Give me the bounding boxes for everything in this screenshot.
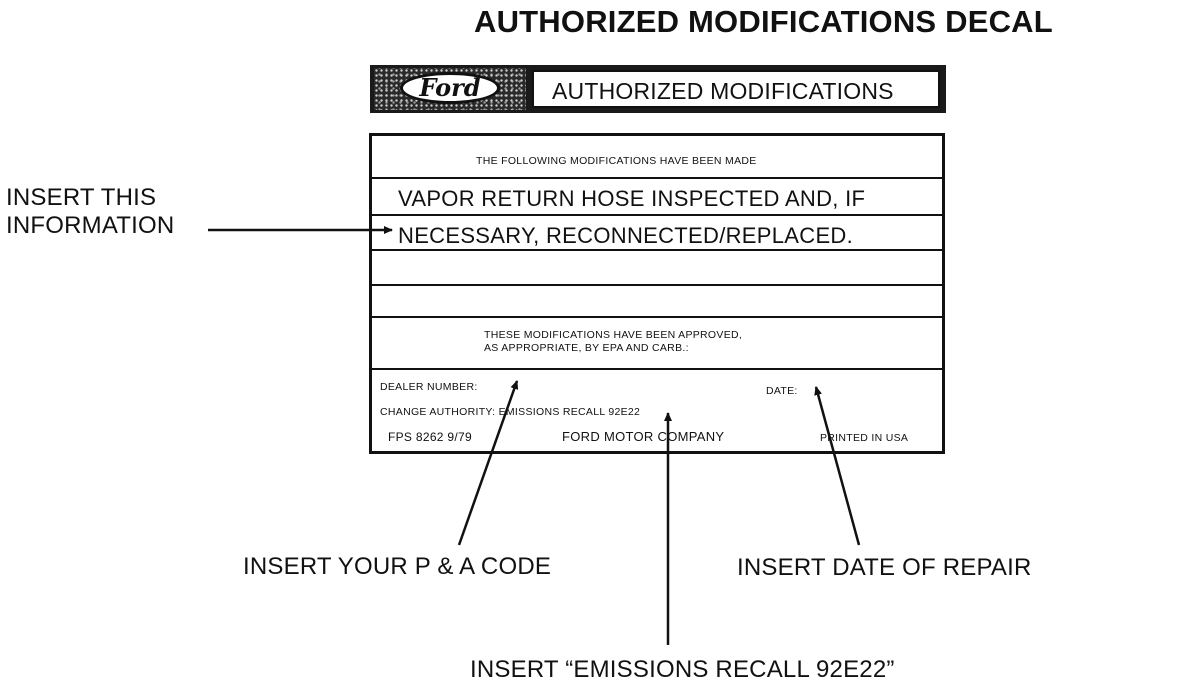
arrow-date-of-repair — [816, 387, 859, 545]
callout-insert-information-line-2: INFORMATION — [6, 212, 175, 239]
callout-insert-information-line-1: INSERT THIS — [6, 184, 157, 211]
page-title: AUTHORIZED MODIFICATIONS DECAL — [474, 4, 1053, 39]
callout-recall: INSERT “EMISSIONS RECALL 92E22” — [470, 656, 895, 683]
modifications-intro: THE FOLLOWING MODIFICATIONS HAVE BEEN MADE — [476, 155, 757, 167]
header-label: AUTHORIZED MODIFICATIONS — [552, 78, 894, 104]
form-number: FPS 8262 9/79 — [388, 430, 472, 444]
ford-logo: Ford — [400, 72, 500, 104]
approval-line-2: AS APPROPRIATE, BY EPA AND CARB.: — [484, 342, 689, 354]
modification-line-1: VAPOR RETURN HOSE INSPECTED AND, IF — [398, 186, 866, 211]
arrow-p-and-a-code — [459, 381, 517, 545]
printed-in-usa: PRINTED IN USA — [820, 432, 909, 444]
company-name: FORD MOTOR COMPANY — [562, 429, 725, 444]
callout-p-and-a-code: INSERT YOUR P & A CODE — [243, 553, 552, 580]
date-label: DATE: — [766, 385, 798, 397]
callout-date-of-repair: INSERT DATE OF REPAIR — [737, 554, 1032, 581]
dealer-number-label: DEALER NUMBER: — [380, 381, 478, 393]
change-authority: CHANGE AUTHORITY: EMISSIONS RECALL 92E22 — [380, 406, 641, 418]
modification-line-2: NECESSARY, RECONNECTED/REPLACED. — [398, 223, 854, 248]
approval-line-1: THESE MODIFICATIONS HAVE BEEN APPROVED, — [484, 329, 743, 341]
